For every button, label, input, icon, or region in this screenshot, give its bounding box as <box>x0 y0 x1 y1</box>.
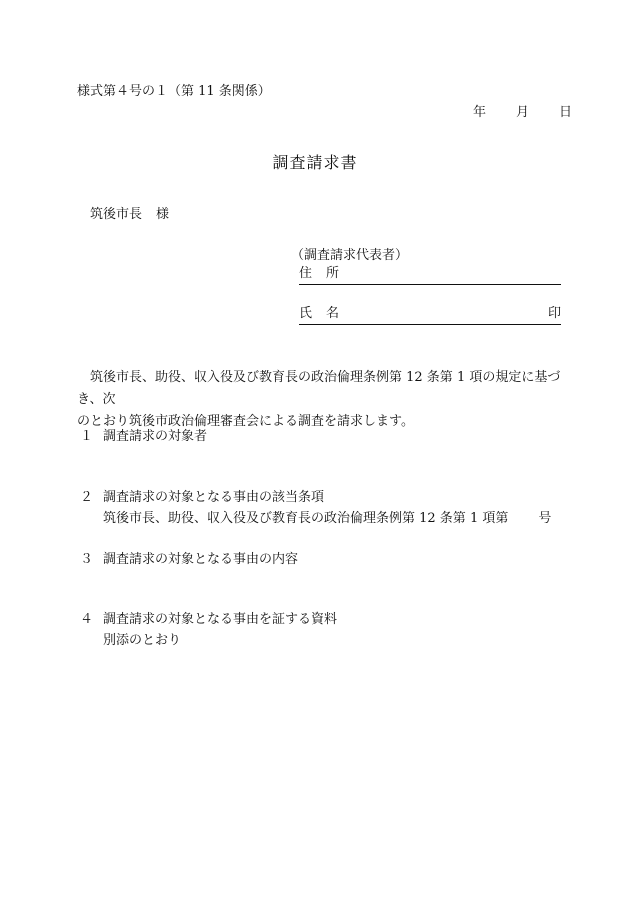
form-number: 様式第４号の１（第 11 条関係） <box>77 84 271 99</box>
address-label: 住所 <box>299 266 354 281</box>
item-4 <box>80 612 337 628</box>
statement-line-2: のとおり筑後市政治倫理審査会による調査を請求します。 <box>77 414 414 429</box>
name-label: 氏名 <box>299 306 354 321</box>
date-line <box>473 105 572 121</box>
date-year-label: 年 <box>472 105 486 120</box>
address-field[interactable] <box>299 266 561 285</box>
item-2 <box>80 490 324 506</box>
item-1-number: １ <box>80 429 94 444</box>
item-4-number: ４ <box>80 612 94 627</box>
addressee-name: 筑後市長 <box>90 207 143 222</box>
item-2-number: ２ <box>80 490 94 505</box>
name-field[interactable] <box>299 306 561 325</box>
item-3-text: 調査請求の対象となる事由の内容 <box>103 552 299 567</box>
item-2-detail-text: 筑後市長、助役、収入役及び教育長の政治倫理条例第 12 条第 1 項第 <box>103 511 509 526</box>
representative-heading: （調査請求代表者） <box>291 248 409 263</box>
statement-line-1: 筑後市長、助役、収入役及び教育長の政治倫理条例第 12 条第 1 項の規定に基づき、次 <box>77 370 561 407</box>
item-3 <box>80 552 298 568</box>
item-3-number: ３ <box>80 552 94 567</box>
date-month-label: 月 <box>515 105 529 120</box>
date-day-label: 日 <box>558 105 572 120</box>
item-4-text: 調査請求の対象となる事由を証する資料 <box>103 612 338 627</box>
item-4-detail: 別添のとおり <box>103 633 182 648</box>
document-title: 調査請求書 <box>272 153 358 172</box>
seal-mark: 印 <box>547 306 561 321</box>
item-1 <box>80 429 207 445</box>
addressee <box>90 207 169 223</box>
item-2-detail-suffix: 号 <box>538 511 552 526</box>
item-2-text: 調査請求の対象となる事由の該当条項 <box>103 490 325 505</box>
item-1-text: 調査請求の対象者 <box>103 429 208 444</box>
item-2-detail <box>103 511 551 527</box>
request-statement <box>77 367 577 433</box>
addressee-honorific: 様 <box>156 207 170 222</box>
